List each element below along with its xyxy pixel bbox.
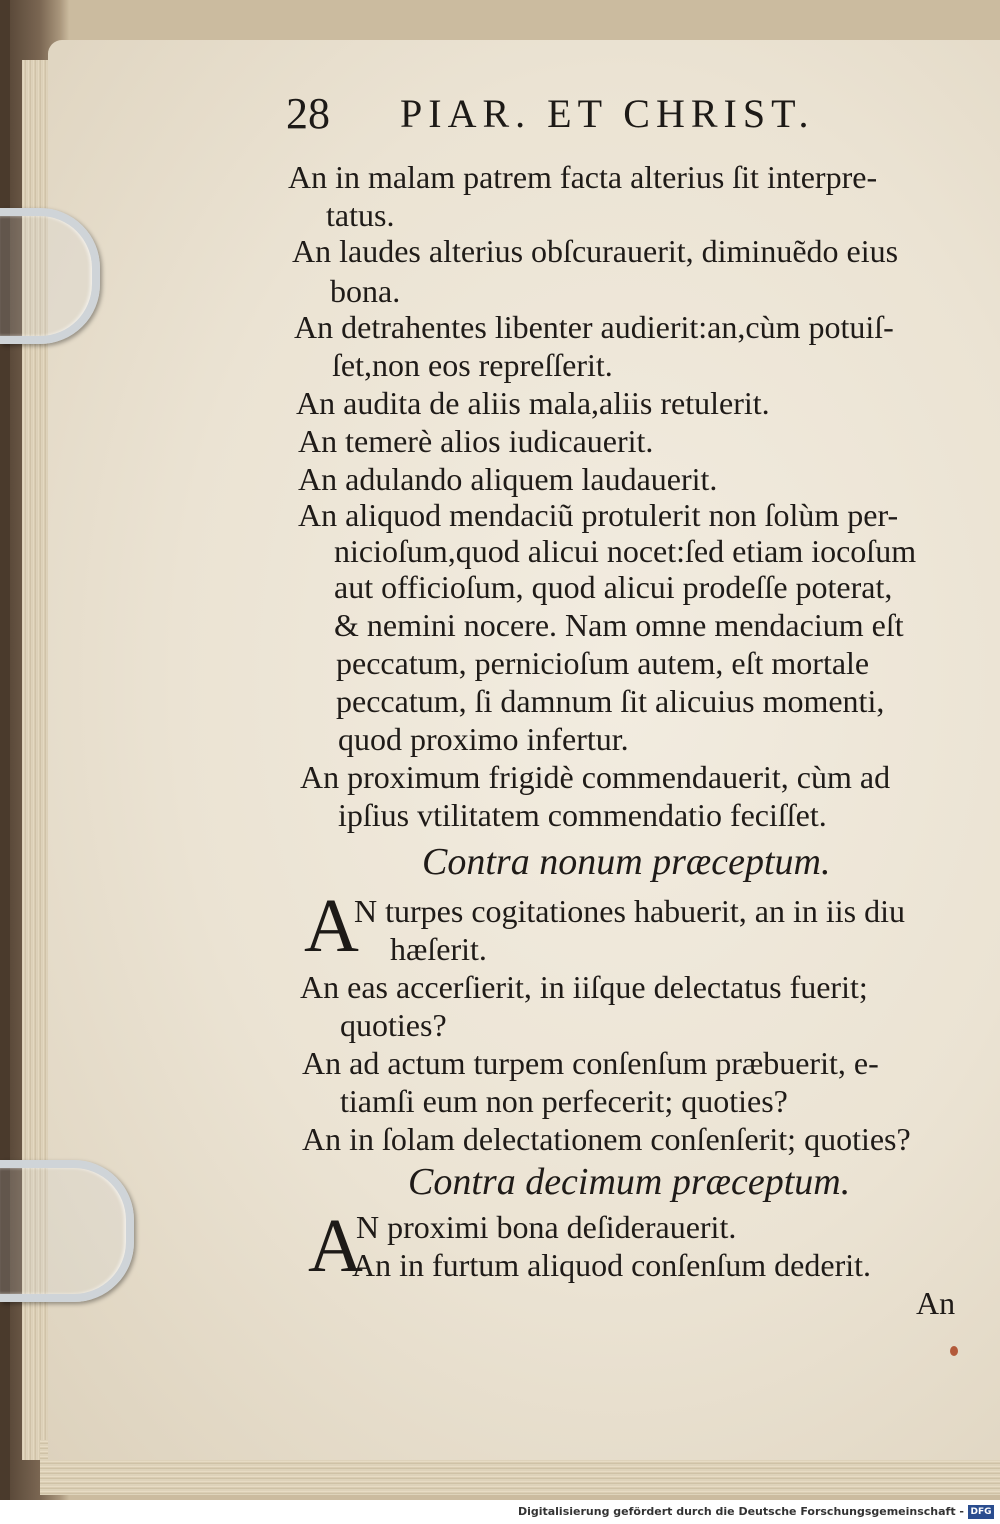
text-line: peccatum, pernicioſum autem, eſt mortale bbox=[336, 645, 870, 681]
page-number: 28 bbox=[286, 89, 330, 138]
drop-capital: A bbox=[308, 1204, 363, 1288]
text-line: An in malam patrem facta alterius ſit interpre- bbox=[288, 159, 878, 195]
text-line: hæſerit. bbox=[390, 931, 487, 967]
text-line: bona. bbox=[330, 273, 401, 309]
text-line: An proximum frigidè commendauerit, cùm ad bbox=[300, 759, 891, 795]
text-line: An audita de aliis mala,aliis retulerit. bbox=[296, 385, 770, 421]
text-line: quoties? bbox=[340, 1007, 447, 1043]
text-line: An aliquod mendaciũ protulerit non ſolùm per- bbox=[298, 497, 899, 533]
text-line: An temerè alios iudicauerit. bbox=[298, 423, 654, 459]
text-line: An detrahentes libenter audierit:an,cùm potuiſ- bbox=[294, 309, 894, 345]
text-line: An adulando aliquem laudauerit. bbox=[298, 461, 718, 497]
footer-credit: Digitalisierung gefördert durch die Deutsche Forschungsgemeinschaft - bbox=[517, 1505, 964, 1518]
text-line: An laudes alterius obſcurauerit, diminuẽdo eius bbox=[292, 233, 899, 269]
text-line: N turpes cogitationes habuerit, an in iis diu bbox=[354, 893, 905, 929]
text-line: ſet,non eos repreſſerit. bbox=[332, 347, 613, 383]
text-line: quod proximo infertur. bbox=[338, 721, 629, 757]
dfg-logo-icon: DFG bbox=[968, 1505, 994, 1519]
section-heading: Contra nonum præceptum. bbox=[422, 841, 831, 883]
text-line: peccatum, ſi damnum ſit alicuius momenti, bbox=[336, 683, 885, 719]
catchword: An bbox=[916, 1285, 956, 1321]
drop-capital: A bbox=[304, 884, 359, 968]
text-line: nicioſum,quod alicui nocet:ſed etiam iocoſum bbox=[334, 533, 917, 569]
text-line: An in ſolam delectationem conſenſerit; quoties? bbox=[302, 1121, 911, 1157]
section-heading: Contra decimum præceptum. bbox=[408, 1161, 851, 1203]
ink-stain bbox=[950, 1346, 958, 1356]
text-line: & nemini nocere. Nam omne mendacium eſt bbox=[334, 607, 904, 643]
text-line: N proximi bona deſiderauerit. bbox=[356, 1209, 737, 1245]
text-line: ipſius vtilitatem commendatio feciſſet. bbox=[338, 797, 827, 833]
text-line: tiamſi eum non perfecerit; quoties? bbox=[340, 1083, 788, 1119]
text-line: An in furtum aliquod conſenſum dederit. bbox=[352, 1247, 871, 1283]
text-line: An ad actum turpem conſenſum præbuerit, e- bbox=[302, 1045, 879, 1081]
text-line: aut officioſum, quod alicui prodeſſe poterat, bbox=[334, 569, 893, 605]
text-line: tatus. bbox=[326, 197, 395, 233]
running-title: PIAR. ET CHRIST. bbox=[400, 91, 815, 136]
text-line: An eas accerſierit, in iiſque delectatus fuerit; bbox=[300, 969, 868, 1005]
